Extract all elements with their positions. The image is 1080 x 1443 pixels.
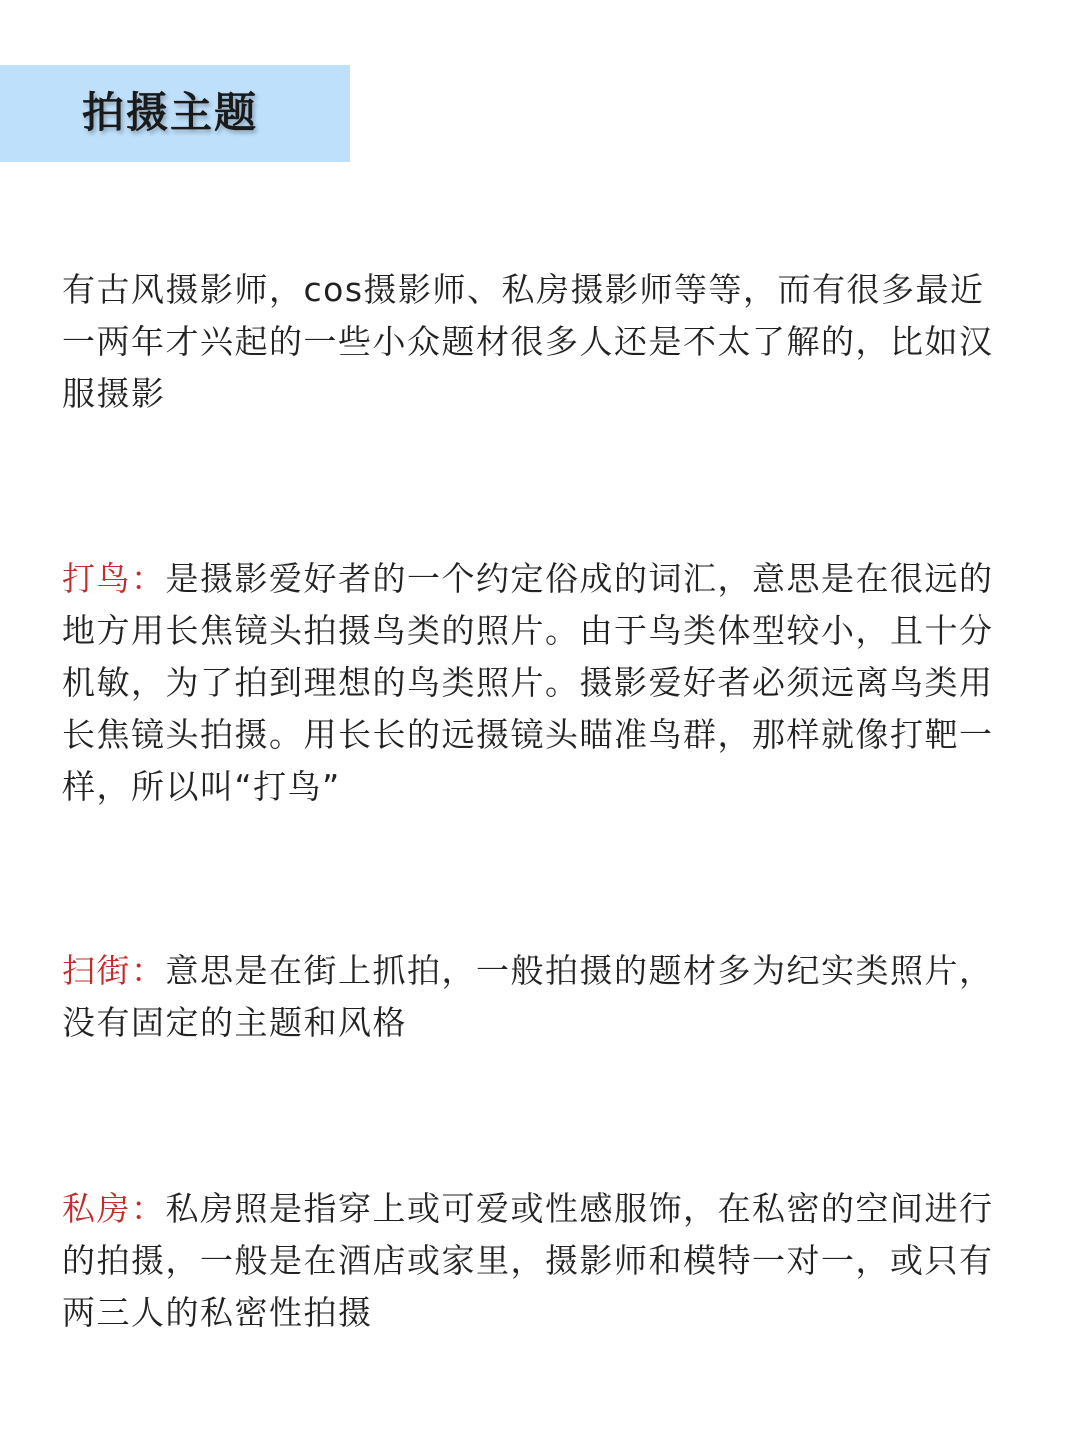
section-boudoir — [62, 1183, 1007, 1339]
section-street — [62, 945, 1007, 1049]
term-street: 扫街： — [62, 951, 166, 990]
section-birding-text: 是摄影爱好者的一个约定俗成的词汇，意思是在很远的地方用长焦镜头拍摄鸟类的照片。由于鸟类体型较小，且十分机敏，为了拍到理想的鸟类照片。摄影爱好者必须远离鸟类用长焦镜头拍摄。用长长的远摄镜头瞄准鸟群，那样就像打靶一样，所以叫“打鸟” — [62, 559, 994, 806]
intro-paragraph: 有古风摄影师，cos摄影师、私房摄影师等等，而有很多最近一两年才兴起的一些小众题材很多人还是不太了解的，比如汉服摄影 — [62, 270, 994, 413]
section-boudoir-text: 私房照是指穿上或可爱或性感服饰，在私密的空间进行的拍摄，一般是在酒店或家里，摄影师和模特一对一，或只有两三人的私密性拍摄 — [62, 1189, 994, 1332]
section-street-text: 意思是在街上抓拍，一般拍摄的题材多为纪实类照片，没有固定的主题和风格 — [62, 951, 994, 1042]
page-title: 拍摄主题 — [82, 88, 259, 137]
section-birding — [62, 553, 1007, 813]
title-banner — [0, 65, 350, 162]
term-boudoir: 私房： — [62, 1189, 166, 1228]
term-birding: 打鸟： — [62, 559, 166, 598]
